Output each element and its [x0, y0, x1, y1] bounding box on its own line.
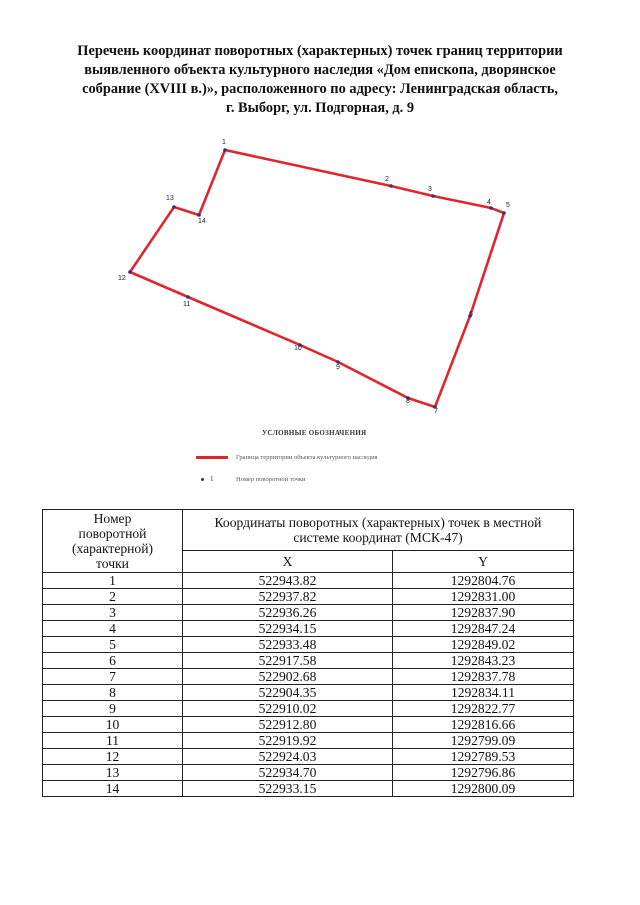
- table-row: [43, 733, 574, 749]
- boundary-point-label: 1: [222, 139, 226, 146]
- table-row: [43, 605, 574, 621]
- header-y: Y: [393, 550, 574, 572]
- cell-n: 5: [43, 637, 183, 653]
- header-number-line-3: (характерной): [71, 541, 154, 556]
- legend-boundary-row: [196, 454, 378, 461]
- cell-x: 522943.82: [183, 573, 393, 589]
- title-line-3: собрание (XVIII в.)», расположенного по адресу: Ленинградская область,: [82, 81, 558, 97]
- table-row: [43, 653, 574, 669]
- boundary-point-label: 14: [198, 218, 206, 225]
- table-row: [43, 717, 574, 733]
- cell-x: 522933.15: [183, 781, 393, 797]
- boundary-point-label: 12: [118, 275, 126, 282]
- table-row: [43, 781, 574, 797]
- boundary-point-marker: [172, 205, 176, 209]
- legend-heading: УСЛОВНЫЕ ОБОЗНАЧЕНИЯ: [262, 429, 367, 437]
- cell-n: 6: [43, 653, 183, 669]
- legend-boundary-line-icon: [196, 456, 228, 459]
- coordinates-table: [42, 509, 574, 797]
- cell-y: 1292834.11: [393, 685, 574, 701]
- cell-y: 1292796.86: [393, 765, 574, 781]
- cell-y: 1292843.23: [393, 653, 574, 669]
- boundary-point-label: 5: [506, 202, 510, 209]
- cell-n: 4: [43, 621, 183, 637]
- boundary-point-label: 11: [183, 301, 191, 308]
- header-number-line-2: поворотной: [78, 526, 147, 541]
- legend-point-number: 1: [210, 475, 214, 483]
- title-line-2: выявленного объекта культурного наследия «Дом епископа, дворянское: [84, 62, 556, 78]
- boundary-point-marker: [197, 213, 201, 217]
- boundary-point-marker: [489, 206, 493, 210]
- cell-x: 522934.70: [183, 765, 393, 781]
- table-row: [43, 669, 574, 685]
- title-line-1: Перечень координат поворотных (характерных) точек границ территории: [77, 43, 563, 59]
- cell-x: 522919.92: [183, 733, 393, 749]
- cell-y: 1292837.90: [393, 605, 574, 621]
- header-x: X: [183, 550, 393, 572]
- cell-y: 1292831.00: [393, 589, 574, 605]
- cell-y: 1292799.09: [393, 733, 574, 749]
- table-row: [43, 685, 574, 701]
- header-number-line-1: Номер: [93, 511, 132, 526]
- cell-x: 522936.26: [183, 605, 393, 621]
- cell-n: 13: [43, 765, 183, 781]
- boundary-point-label: 3: [428, 186, 432, 193]
- boundary-point-label: 13: [166, 195, 174, 202]
- legend-point-row: [196, 475, 306, 483]
- table-row: [43, 589, 574, 605]
- header-point-number: [43, 510, 183, 573]
- cell-n: 7: [43, 669, 183, 685]
- cell-y: 1292816.66: [393, 717, 574, 733]
- table-row: [43, 637, 574, 653]
- legend-point-dot-icon: [201, 478, 204, 481]
- boundary-point-label: 9: [336, 364, 340, 371]
- table-row: [43, 749, 574, 765]
- boundary-point-label: 8: [406, 398, 410, 405]
- cell-y: 1292849.02: [393, 637, 574, 653]
- boundary-points: [118, 139, 510, 415]
- boundary-point-label: 7: [434, 408, 438, 415]
- cell-y: 1292837.78: [393, 669, 574, 685]
- boundary-point-marker: [502, 211, 506, 215]
- boundary-point-label: 2: [385, 176, 389, 183]
- boundary-point-label: 10: [294, 345, 302, 352]
- cell-x: 522917.58: [183, 653, 393, 669]
- boundary-point-marker: [431, 194, 435, 198]
- table-row: [43, 573, 574, 589]
- cell-n: 9: [43, 701, 183, 717]
- cell-y: 1292804.76: [393, 573, 574, 589]
- cell-x: 522937.82: [183, 589, 393, 605]
- cell-n: 2: [43, 589, 183, 605]
- boundary-point-marker: [223, 148, 227, 152]
- legend-point-label: Номер поворотной точки: [236, 475, 306, 483]
- boundary-point-marker: [389, 184, 393, 188]
- cell-x: 522904.35: [183, 685, 393, 701]
- cell-n: 10: [43, 717, 183, 733]
- cell-n: 14: [43, 781, 183, 797]
- cell-n: 1: [43, 573, 183, 589]
- header-coords-line-2: системе координат (МСК-47): [293, 529, 463, 545]
- cell-n: 11: [43, 733, 183, 749]
- boundary-point-label: 6: [469, 311, 473, 318]
- cell-y: 1292789.53: [393, 749, 574, 765]
- header-number-line-4: точки: [96, 556, 129, 571]
- header-coords-line-1: Координаты поворотных (характерных) точек в местной: [214, 514, 542, 530]
- cell-x: 522910.02: [183, 701, 393, 717]
- boundary-plan: [0, 0, 640, 430]
- legend-boundary-label: Граница территории объекта культурного наследия: [236, 454, 378, 461]
- boundary-polygon: [130, 150, 504, 407]
- cell-x: 522934.15: [183, 621, 393, 637]
- cell-n: 12: [43, 749, 183, 765]
- cell-x: 522933.48: [183, 637, 393, 653]
- cell-x: 522912.80: [183, 717, 393, 733]
- cell-n: 3: [43, 605, 183, 621]
- boundary-point-marker: [186, 295, 190, 299]
- table-row: [43, 621, 574, 637]
- table-row: [43, 765, 574, 781]
- header-coordinates: [183, 510, 574, 551]
- cell-x: 522902.68: [183, 669, 393, 685]
- title-line-4: г. Выборг, ул. Подгорная, д. 9: [225, 100, 415, 116]
- cell-y: 1292847.24: [393, 621, 574, 637]
- table-row: [43, 701, 574, 717]
- coordinates-table-body: [43, 573, 574, 797]
- boundary-point-label: 4: [487, 199, 491, 206]
- cell-x: 522924.03: [183, 749, 393, 765]
- cell-n: 8: [43, 685, 183, 701]
- cell-y: 1292800.09: [393, 781, 574, 797]
- boundary-point-marker: [128, 270, 132, 274]
- cell-y: 1292822.77: [393, 701, 574, 717]
